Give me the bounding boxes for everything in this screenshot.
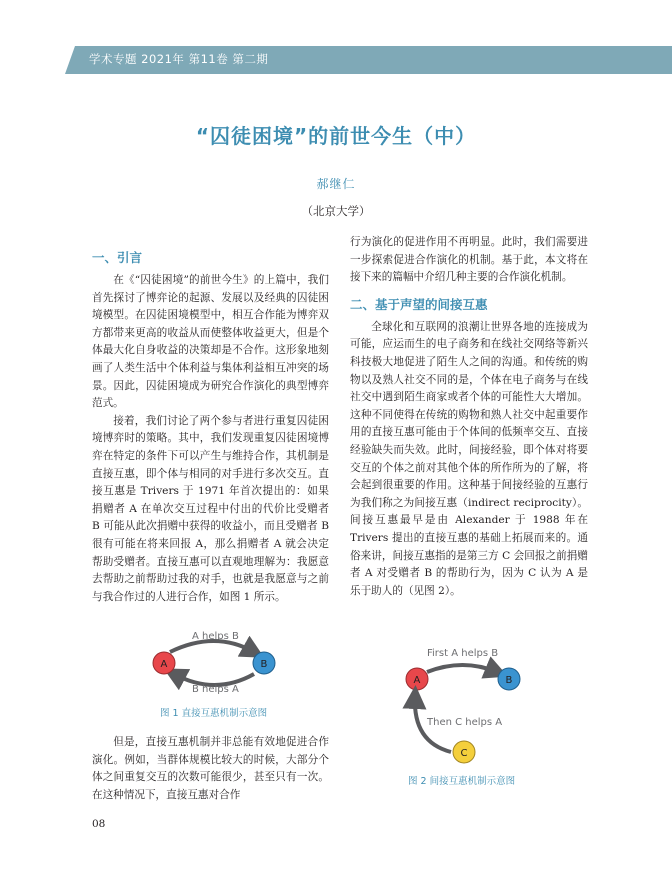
fig2-bottom-label: Then C helps A [427, 717, 503, 728]
figure-1-diagram [140, 626, 290, 702]
fig2-arrow-a-to-b [427, 665, 497, 672]
paragraph-reputation-1: 全球化和互联网的浪潮让世界各地的连接成为可能，应运而生的电子商务和在线社交网络等新兴科技极大地促进了陌生人之间的沟通。和传统的购物以及熟人社交不同的是，个体在电子商务与在线社交中遇到陌生商家或者个体的可能性大大增加。这种不同使得在传统的购物和熟人社交中起重要作用的直接互惠可能由于个体间的低频率交互、直接经验缺失而失效。此时，间接经验，即个体对将要交互的个体之前对其他个体的所作所为的了解，将会起到很重要的作用。这种基于间接经验的互惠行为我们称之为间接互惠（indirect reciprocity）。间接互惠最早是由 Alexander 于 1988 年在 Trivers 提出的直接互惠的基础上拓展而来的。通俗来讲，间接互惠指的是第三方 C 会回报之前捐赠者 A 对受赠者 B 的帮助行为，因为 C 认为 A 是乐于助人的（见图 2）。 [350, 320, 588, 597]
header-band [75, 46, 672, 74]
left-column [92, 248, 329, 606]
fig1-top-label: A helps B [192, 631, 239, 642]
fig2-top-label: First A helps B [427, 648, 499, 659]
author-name: 郝继仁 [316, 177, 356, 191]
author-affiliation: （北京大学） [301, 204, 371, 218]
figure-1-caption: 图 1 直接互惠机制示意图 [160, 708, 268, 719]
paragraph-continued: 行为演化的促进作用不再明显。此时，我们需要进一步探索促进合作演化的机制。基于此，本文将在接下来的篇幅中介绍几种主要的合作演化机制。 [350, 236, 588, 284]
fig1-arrow-a-to-b [170, 641, 254, 652]
section-heading-intro: 一、引言 [92, 250, 143, 265]
figure-2-caption: 图 2 间接互惠机制示意图 [408, 776, 516, 787]
journal-header: 学术专题 2021年 第11卷 第二期 [89, 52, 269, 66]
left-column-continued [92, 734, 329, 804]
fig2-node-b-label: B [505, 675, 513, 686]
fig1-node-a-label: A [160, 659, 168, 670]
section-heading-reputation: 二、基于声望的间接互惠 [350, 296, 488, 312]
fig1-bottom-label: B helps A [192, 684, 239, 695]
paragraph-intro-1: 在《“囚徒困境”的前世今生》的上篇中，我们首先探讨了博弈论的起源、发展以及经典的囚徒困境模型。在囚徒困境模型中，相互合作能为博弈双方都带来更高的收益从而使整体收益更大，但是个体最大化自身收益的决策却是不合作。这形象地刻画了人类生活中个体利益与集体利益相互冲突的场景。因此，囚徒困境成为研究合作演化的典型博弈范式。 [92, 274, 329, 410]
fig2-node-c-label: C [460, 748, 468, 759]
fig2-node-a-label: A [413, 675, 421, 686]
figure-2-diagram [395, 642, 535, 768]
paragraph-intro-2: 接着，我们讨论了两个参与者进行重复囚徒困境博弈时的策略。其中，我们发现重复囚徒困境博弈在特定的条件下可以产生与维持合作，其机制是直接互惠，即个体与相同的对手进行多次交互。直接互惠是 Trivers 于 1971 年首次提出的：如果捐赠者 A 在单次交互过程中付出的代价比受赠者 B 可能从此次捐赠中获得的收益小，而且受赠者 B 很有可能在将来回报 A，那么捐赠者 A 就会决定帮助受赠者。直接互惠可以直观地理解为：我愿意去帮助之前帮助过我的对手，也就是我愿意与之前与我合作过的人进行合作，如图 1 所示。 [92, 414, 329, 603]
fig1-node-b-label: B [260, 659, 268, 670]
article-title: “囚徒困境”的前世今生（中） [195, 124, 477, 148]
paragraph-intro-3: 但是，直接互惠机制并非总能有效地促进合作演化。例如，当群体规模比较大的时候，大部分个体之间重复交互的次数可能很少，甚至只有一次。在这种情况下，直接互惠对合作 [92, 736, 329, 801]
page-number: 08 [92, 818, 106, 830]
right-column [350, 234, 588, 600]
header-band-notch [65, 46, 75, 74]
